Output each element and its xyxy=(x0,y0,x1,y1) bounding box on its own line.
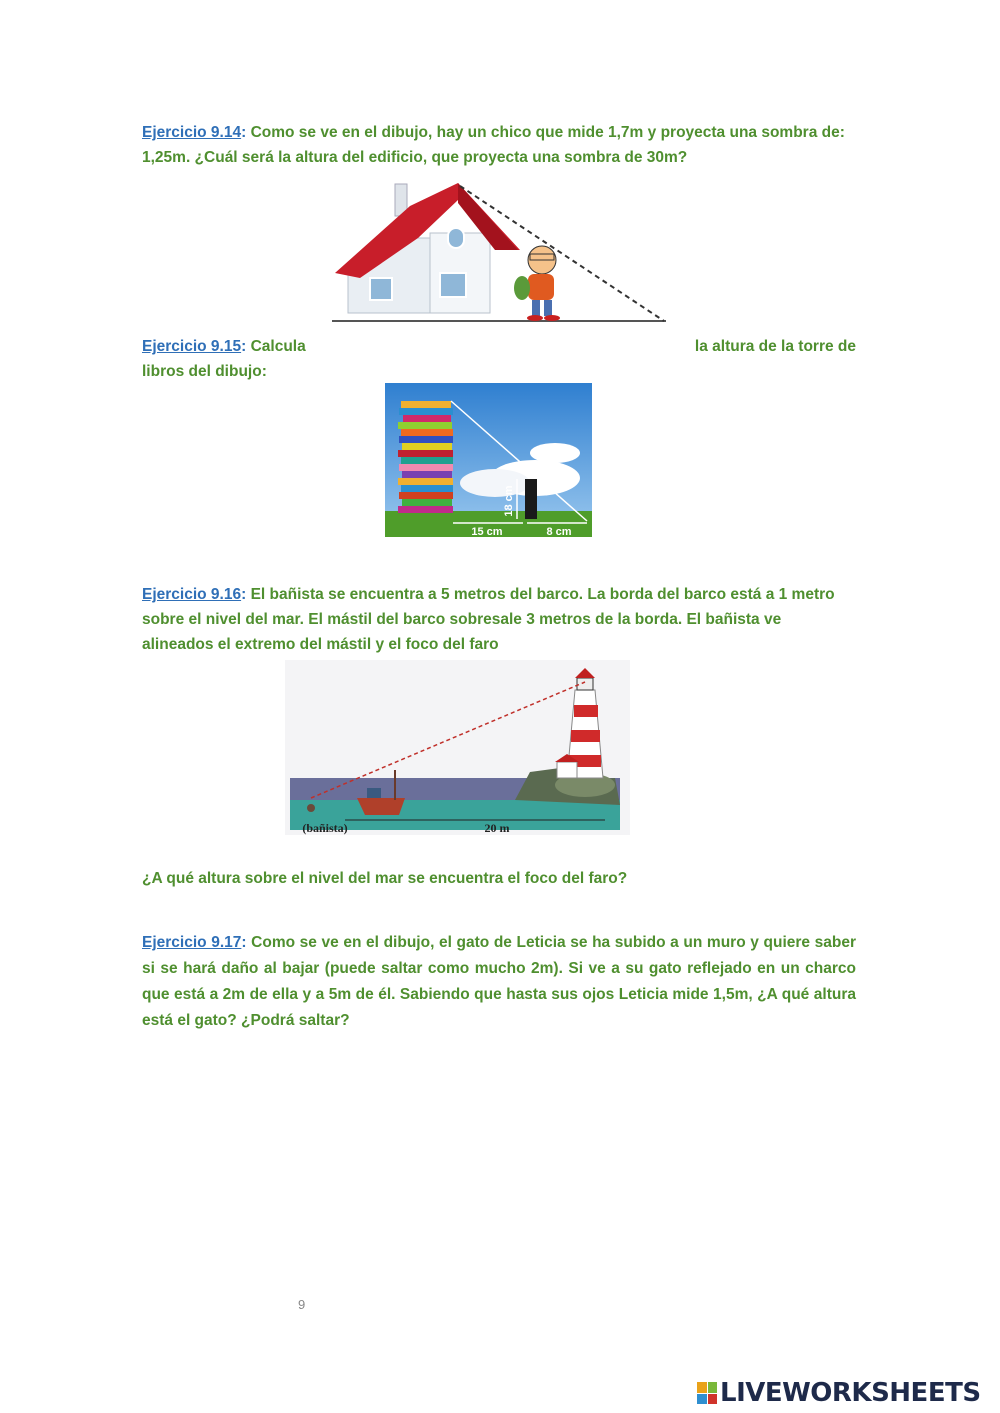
exercise-label[interactable]: Ejercicio 9.17 xyxy=(142,934,242,951)
exercise-text: Como se ve en el dibujo, el gato de Leticia se ha subido a un muro y quiere saber si se hará daño al bajar (puede saltar como mucho 2m). Si ve a su gato reflejado en un charco que está a 2m de ella y a 5m de él. Sabiendo que hasta sus ojos Leticia mide 1,5m, ¿A qué altura está el gato? ¿Podrá saltar? xyxy=(142,934,856,1029)
exercise-9-17: Ejercicio 9.17: Como se ve en el dibujo, el gato de Leticia se ha subido a un muro y quiere saber si se hará daño al bajar (puede saltar como mucho 2m). Si ve a su gato reflejado en un charco que está a 2m de ella y a 5m de él. Sabiendo que hasta sus ojos Leticia mide 1,5m, ¿A qué altura está el gato? ¿Podrá saltar? xyxy=(142,934,856,1029)
question-text: ¿A qué altura sobre el nivel del mar se encuentra el foco del faro? xyxy=(142,870,628,887)
distance-label: 20 m xyxy=(484,821,510,835)
exercise-label[interactable]: Ejercicio 9.15 xyxy=(142,338,242,355)
brand-logo[interactable] xyxy=(697,1378,981,1408)
page-number: 9 xyxy=(298,1297,306,1312)
lighthouse-figure xyxy=(285,660,630,835)
house-shadow-figure xyxy=(330,178,670,326)
book-tower-figure xyxy=(385,383,592,537)
brand-icon xyxy=(697,1382,717,1404)
exercise-label[interactable]: Ejercicio 9.14 xyxy=(142,124,242,141)
exercise-text-right: la altura de la torre de xyxy=(694,338,856,355)
right-distance-label: 8 cm xyxy=(546,526,572,537)
book-stack xyxy=(398,401,453,513)
exercise-text: Calcula xyxy=(246,338,306,355)
exercise-9-16-question xyxy=(142,866,856,891)
exercise-9-15: Ejercicio 9.15: Calcula la altura de la torre de libros del dibujo: xyxy=(142,334,856,384)
exercise-text: Como se ve en el dibujo, hay un chico que mide 1,7m y proyecta una sombra de: 1,25m. ¿Cuál será la altura del edificio, que proyecta una sombra de 30m? xyxy=(142,124,845,166)
left-distance-label: 15 cm xyxy=(471,526,503,537)
exercise-text: El bañista se encuentra a 5 metros del barco. La borda del barco está a 1 metro sobre el nivel del mar. El mástil del barco sobresale 3 metros de la borda. El bañista ve alineados el extremo del mástil y el foco del faro xyxy=(142,586,835,653)
exercise-text-line2: libros del dibujo: xyxy=(142,363,267,380)
exercise-9-14: Ejercicio 9.14: Como se ve en el dibujo, hay un chico que mide 1,7m y proyecta una sombra de: 1,25m. ¿Cuál será la altura del edificio, que proyecta una sombra de 30m? xyxy=(142,124,845,166)
height-label: 18 cm xyxy=(503,485,515,517)
brand-name: LIVEWORKSHEETS xyxy=(720,1378,981,1408)
swimmer-label: (bañista) xyxy=(302,821,348,835)
exercise-9-16: Ejercicio 9.16: El bañista se encuentra a 5 metros del barco. La borda del barco está a 1 metro sobre el nivel del mar. El mástil del barco sobresale 3 metros de la borda. El bañista ve alineados el extremo del mástil y el foco del faro xyxy=(142,586,835,653)
exercise-label[interactable]: Ejercicio 9.16 xyxy=(142,586,242,603)
